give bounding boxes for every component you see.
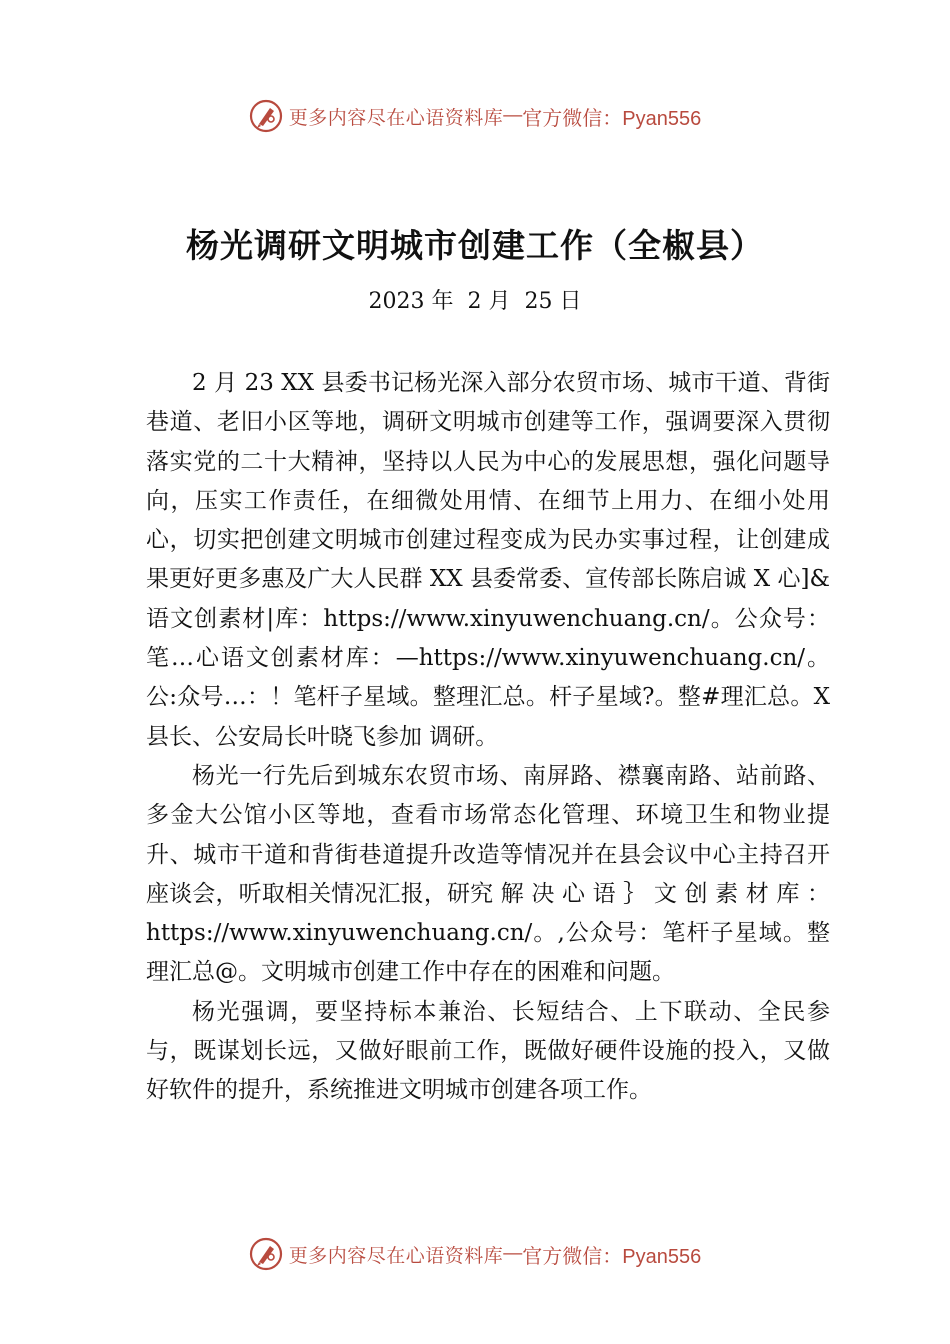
document-body	[146, 364, 830, 1111]
paragraph-2: 杨光一行先后到城东农贸市场、南屏路、襟襄南路、站前路、多金大公馆小区等地，查看市场常态化管理、环境卫生和物业提升、城市干道和背街巷道提升改造等情况并在县会议中心主持召开座谈会，听取相关情况汇报，研究 解 决 心 语 ｝ 文 创 素 材 库 ： https://www.xinyuwenchuang.cn/。,公众号：笔杆子星域。整理汇总@。文明城市创建工作中存在的困难和问题。	[146, 762, 830, 986]
watermark-separator: —	[503, 1243, 523, 1264]
watermark-separator: —	[503, 105, 523, 126]
watermark-text: 更多内容尽在心语资料库	[288, 1244, 504, 1267]
paragraph-3: 杨光强调，要坚持标本兼治、长短结合、上下联动、全民参与，既谋划长远，又做好眼前工作，既做好硬件设施的投入，又做好软件的提升，系统推进文明城市创建各项工作。	[146, 998, 830, 1104]
pen-nib-logo-icon	[249, 99, 283, 133]
watermark-contact: 官方微信：Pyan556	[522, 107, 702, 130]
document-date: 2023 年 2 月 25 日	[368, 289, 582, 314]
watermark-contact: 官方微信：Pyan556	[522, 1245, 702, 1268]
watermark-text: 更多内容尽在心语资料库	[288, 106, 504, 129]
document-title: 杨光调研文明城市创建工作（全椒县）	[186, 226, 764, 265]
footer-watermark	[0, 1234, 950, 1274]
paragraph-1: 2 月 23 XX 县委书记杨光深入部分农贸市场、城市干道、背街巷道、老旧小区等地，调研文明城市创建等工作，强调要深入贯彻落实党的二十大精神，坚持以人民为中心的发展思想，强化问题导向，压实工作责任，在细微处用情、在细节上用力、在细小处用心，切实把创建文明城市创建过程变成为民办实事过程，让创建成果更好更多惠及广大人民群 XX 县委常委、宣传部长陈启诚 X 心]&语文创素材|库：https://www.xinyuwenchuang.cn/。公众号：笔…心语文创素材库：—https://www.xinyuwenchuang.cn/。公:众号…：！笔杆子星域。整理汇总。杆子星域?。整#理汇总。X 县长、公安局长叶晓飞参加 调研。	[146, 370, 831, 750]
header-watermark	[0, 96, 950, 136]
pen-nib-logo-icon	[249, 1237, 283, 1271]
